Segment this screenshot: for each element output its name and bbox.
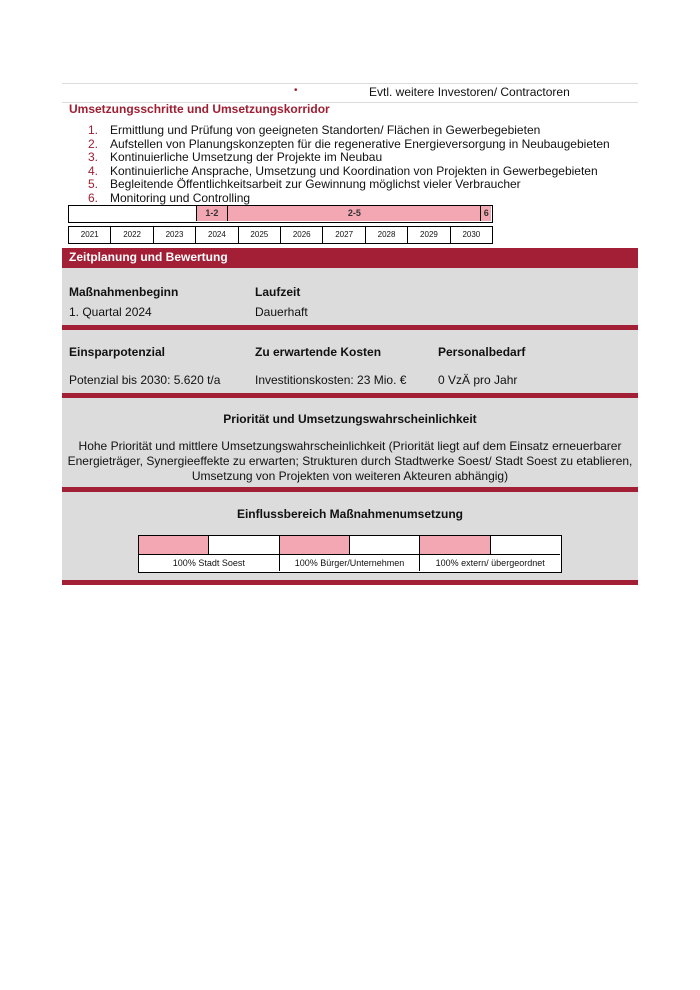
influence-cell	[209, 536, 279, 554]
influence-table	[138, 535, 562, 573]
steps-title: Umsetzungsschritte und Umsetzungskorridor	[69, 102, 330, 116]
duration-value: Dauerhaft	[255, 305, 308, 319]
priority-line-1: Hohe Priorität und mittlere Umsetzungswahrscheinlichkeit (Priorität liegt auf dem Einsatz erneuerbarer	[78, 439, 622, 453]
costs-value: Investitionskosten: 23 Mio. €	[255, 373, 407, 387]
timeline-year-2023: 2023	[154, 227, 196, 243]
staff-label: Personalbedarf	[438, 345, 526, 359]
list-item: 6. Monitoring und Controlling	[88, 190, 251, 205]
timeline-gantt	[68, 205, 493, 243]
timeline-year-2022: 2022	[111, 227, 153, 243]
timeline-year-2028: 2028	[366, 227, 408, 243]
timeline-year-2024: 2024	[196, 227, 238, 243]
timeline-years	[68, 226, 493, 244]
bullet-row	[62, 83, 638, 103]
timeline-bar-1: 1-2	[196, 206, 228, 221]
influence-cell-marked	[139, 536, 209, 554]
start-label: Maßnahmenbeginn	[69, 285, 179, 299]
timeline-year-2021: 2021	[69, 227, 111, 243]
influence-cell-marked	[420, 536, 490, 554]
influence-title: Einflussbereich Maßnahmenumsetzung	[236, 507, 464, 521]
bullet-text: Evtl. weitere Investoren/ Contractoren	[369, 85, 570, 99]
priority-line-3: Umsetzung von Projekten von weiteren Akteuren abhängig)	[191, 469, 509, 483]
priority-title: Priorität und Umsetzungswahrscheinlichkeit	[223, 412, 477, 426]
list-item: 5. Begleitende Öffentlichkeitsarbeit zur Gewinnung möglichst vieler Verbraucher	[88, 177, 521, 191]
list-item: 4. Kontinuierliche Ansprache, Umsetzung und Koordination von Projekten in Gewerbegebieten	[88, 163, 598, 178]
savings-label: Einsparpotenzial	[69, 345, 166, 359]
start-value: 1. Quartal 2024	[69, 305, 152, 319]
influence-cell	[350, 536, 420, 554]
timeline-year-2030: 2030	[462, 230, 481, 239]
influence-cell-marked	[280, 536, 350, 554]
bullet-icon: •	[294, 85, 298, 96]
timeline-year-2027: 2027	[323, 227, 365, 243]
timeline-year-2025: 2025	[239, 227, 281, 243]
steps-list	[88, 124, 610, 205]
savings-value: Potenzial bis 2030: 5.620 t/a	[69, 373, 221, 387]
timeline-bar-3: 6	[480, 206, 491, 221]
divider	[62, 580, 638, 585]
planning-header-text: Zeitplanung und Bewertung	[69, 250, 228, 264]
timeline-bars	[68, 205, 493, 223]
list-item: 3. Kontinuierliche Umsetzung der Projekte im Neubau	[88, 150, 383, 164]
duration-label: Laufzeit	[255, 285, 301, 299]
timeline-bar-2: 2-5	[227, 206, 480, 221]
influence-cell	[491, 536, 560, 554]
list-item: 1. Ermittlung und Prüfung von geeigneten Standorten/ Flächen in Gewerbegebieten	[88, 123, 541, 137]
influence-markers	[139, 536, 560, 555]
staff-value: 0 VzÄ pro Jahr	[438, 373, 518, 387]
influence-label-city: 100% Stadt Soest	[139, 555, 280, 571]
influence-label-citizens: 100% Bürger/Unternehmen	[280, 555, 421, 571]
planning-header	[62, 248, 638, 268]
timeline-year-2026: 2026	[281, 227, 323, 243]
costs-label: Zu erwartende Kosten	[255, 345, 382, 359]
influence-label-external: 100% extern/ übergeordnet	[435, 558, 545, 568]
timeline-year-2029: 2029	[408, 227, 450, 243]
influence-labels	[139, 555, 560, 571]
list-item: 2. Aufstellen von Planungskonzepten für die regenerative Energieversorgung in Neubaugebieten	[88, 136, 610, 151]
priority-line-2: Energieträger, Synergieeffekte zu erwarten; Strukturen durch Stadtwerke Soest/ Stadt Soest zu etablieren,	[67, 454, 633, 468]
